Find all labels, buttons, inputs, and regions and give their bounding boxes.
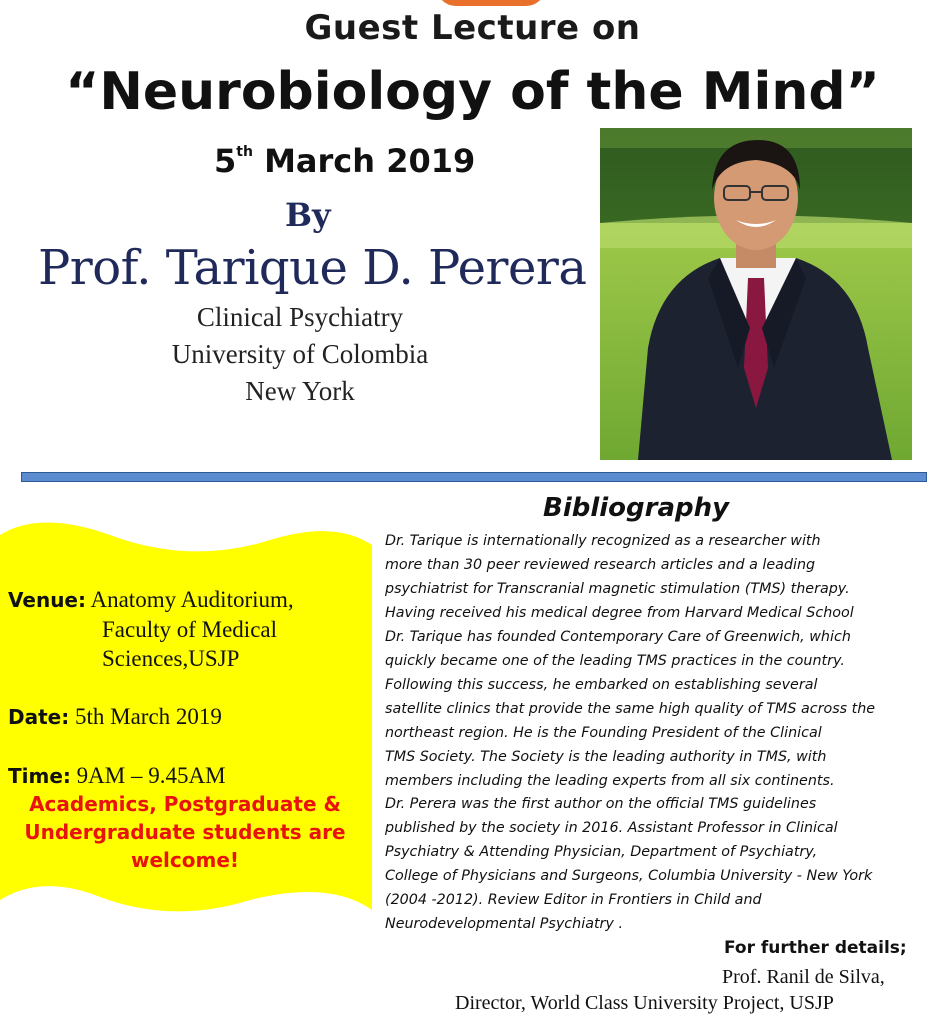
- event-type-heading: Guest Lecture on: [304, 8, 641, 48]
- venue-row: [8, 585, 368, 615]
- bibliography-line: northeast region. He is the Founding President of the Clinical: [385, 724, 822, 741]
- bibliography-line: Following this success, he embarked on establishing several: [385, 676, 818, 693]
- bibliography-heading: Bibliography: [543, 493, 730, 523]
- affiliation-city: New York: [245, 376, 355, 406]
- bibliography-line: Psychiatry & Attending Physician, Department of Psychiatry,: [385, 844, 818, 861]
- venue-label: Venue:: [8, 588, 86, 612]
- bibliography-line: members including the leading experts from all six continents.: [385, 772, 835, 789]
- bibliography-text: [385, 530, 932, 937]
- bibliography-line: quickly became one of the leading TMS practices in the country.: [385, 652, 845, 669]
- speaker-name: Prof. Tarique D. Perera: [38, 240, 587, 296]
- event-details: [8, 585, 368, 791]
- by-label: By: [285, 196, 331, 234]
- date-rest: March 2019: [252, 142, 476, 180]
- affiliation-university: University of Colombia: [171, 339, 429, 369]
- speaker-photo: [600, 128, 912, 460]
- bibliography-line: TMS Society. The Society is the leading authority in TMS, with: [385, 748, 827, 765]
- bibliography-line: more than 30 peer reviewed research articles and a leading: [385, 556, 816, 573]
- date-label: Date:: [8, 705, 70, 729]
- section-divider: [21, 472, 927, 482]
- venue-line-2: Faculty of Medical: [102, 617, 278, 642]
- contact-heading: For further details;: [724, 938, 907, 958]
- welcome-line-2: Undergraduate students are: [24, 820, 346, 844]
- bibliography-line: Dr. Perera was the first author on the official TMS guidelines: [385, 796, 817, 813]
- bibliography-line: Having received his medical degree from Harvard Medical School: [385, 604, 854, 621]
- date-row: [8, 702, 368, 732]
- bibliography-line: satellite clinics that provide the same high quality of TMS across the: [385, 700, 876, 717]
- lecture-date: [214, 142, 475, 180]
- bibliography-line: Dr. Tarique has founded Contemporary Care of Greenwich, which: [385, 628, 851, 645]
- bibliography-line: College of Physicians and Surgeons, Columbia University - New York: [385, 868, 873, 885]
- bibliography-line: Neurodevelopmental Psychiatry .: [385, 916, 623, 933]
- venue-line-1: Anatomy Auditorium,: [90, 587, 294, 612]
- date-day: 5: [214, 142, 237, 180]
- date-value: 5th March 2019: [74, 704, 222, 729]
- lecture-title: “Neurobiology of the Mind”: [65, 62, 880, 122]
- welcome-line-3: welcome!: [130, 848, 240, 872]
- logo-emblem: [436, 0, 546, 6]
- bibliography-line: Dr. Tarique is internationally recognized as a researcher with: [385, 533, 821, 549]
- time-value: 9AM – 9.45AM: [76, 763, 226, 788]
- bibliography-line: psychiatrist for Transcranial magnetic stimulation (TMS) therapy.: [385, 580, 850, 597]
- affiliation-department: Clinical Psychiatry: [196, 302, 404, 332]
- bibliography-line: (2004 -2012). Review Editor in Frontiers in Child and: [385, 892, 762, 909]
- contact-name: Prof. Ranil de Silva,: [722, 966, 885, 988]
- time-label: Time:: [8, 764, 71, 788]
- welcome-note: [0, 790, 370, 874]
- bibliography-line: published by the society in 2016. Assistant Professor in Clinical: [385, 820, 838, 837]
- time-row: [8, 761, 368, 791]
- welcome-line-1: Academics, Postgraduate &: [29, 792, 341, 816]
- venue-line-3: Sciences,USJP: [102, 646, 240, 671]
- contact-title: Director, World Class University Project, USJP: [455, 992, 834, 1014]
- date-suffix: th: [236, 144, 253, 160]
